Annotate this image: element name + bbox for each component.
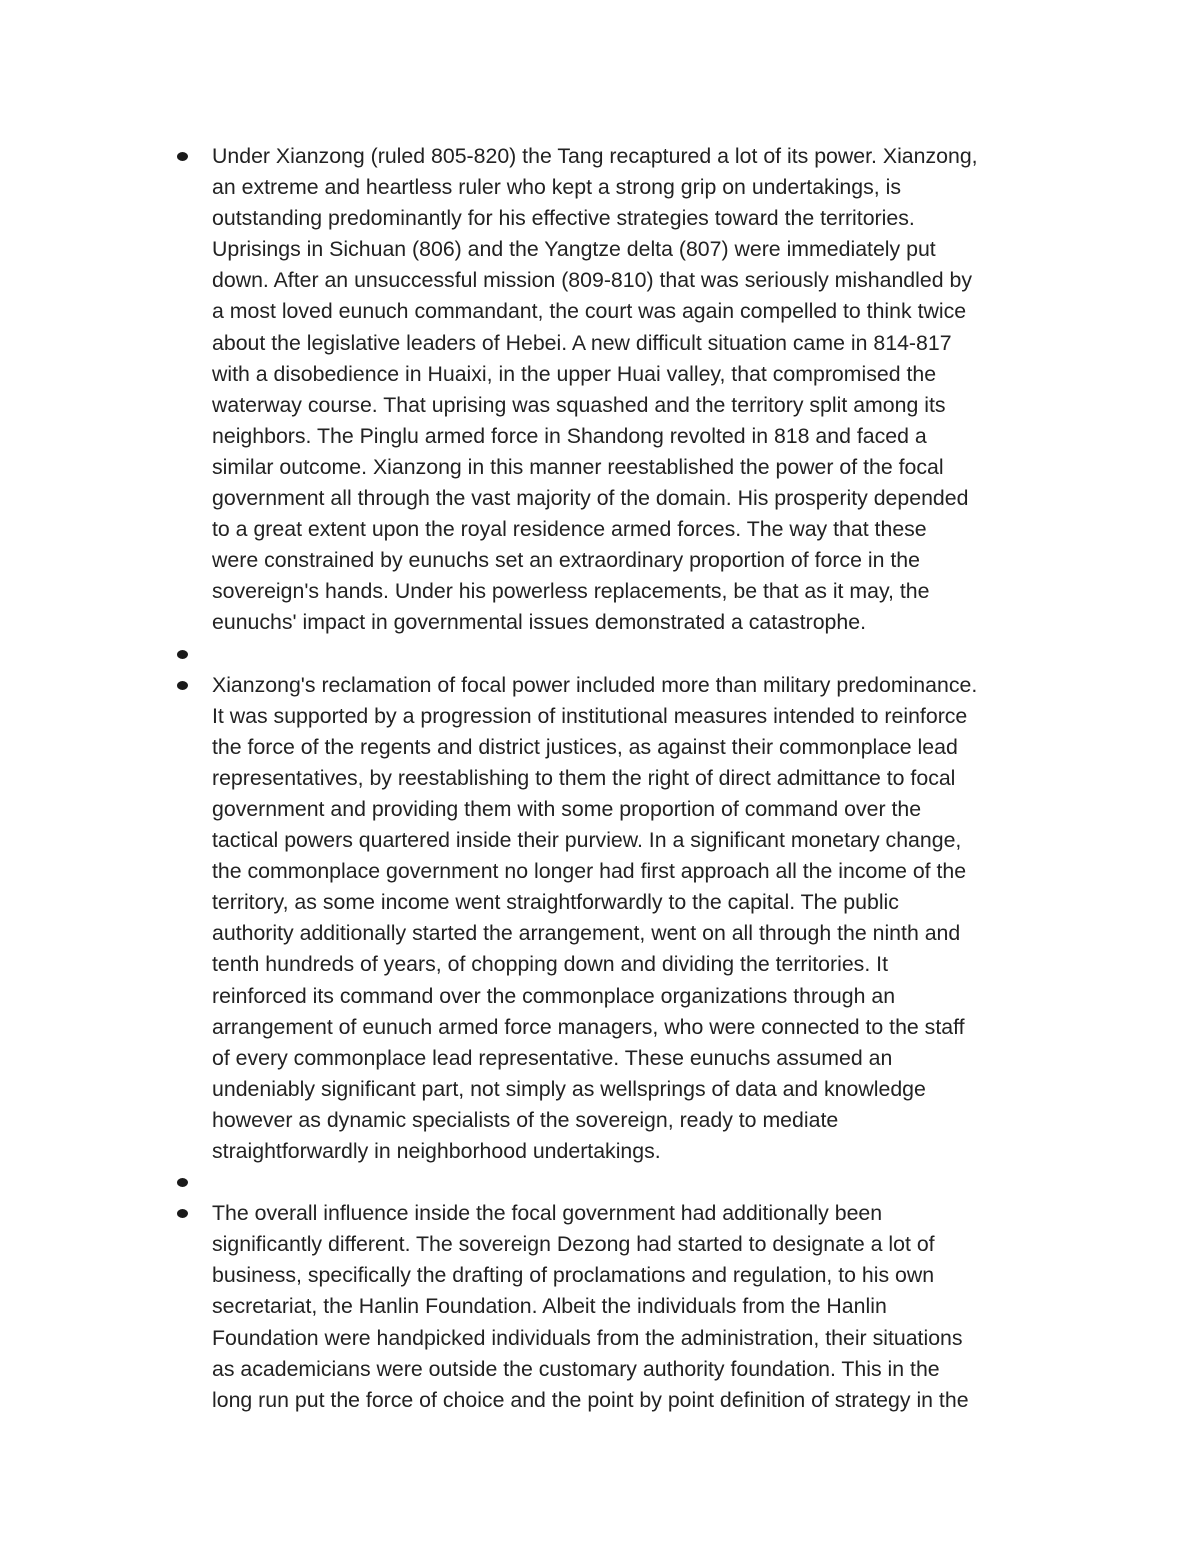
bullet-list <box>0 141 1200 1416</box>
bullet-item-2 <box>0 670 1072 1168</box>
bullet-icon <box>177 681 188 690</box>
bullet-icon <box>177 1209 188 1218</box>
bullet-icon <box>177 650 188 659</box>
paragraph-text: Under Xianzong (ruled 805-820) the Tang recaptured a lot of its power. Xianzong, an extreme and heartless ruler who kept a strong grip on undertakings, is outstanding predominantly for his effective strategies toward the territories. Uprisings in Sichuan (806) and the Yangtze delta (807) were immediately put down. After an unsuccessful mission (809-810) that was seriously mishandled by a most loved eunuch commandant, the court was again compelled to think twice about the legislative leaders of Hebei. A new difficult situation came in 814-817 with a disobedience in Huaixi, in the upper Huai valley, that compromised the waterway course. That uprising was squashed and the territory split among its neighbors. The Pinglu armed force in Shandong revolted in 818 and faced a similar outcome. Xianzong in this manner reestablished the power of the focal government all through the vast majority of the domain. His prosperity depended to a great extent upon the royal residence armed forces. The way that these were constrained by eunuchs set an extraordinary proportion of force in the sovereign's hands. Under his powerless replacements, be that as it may, the eunuchs' impact in governmental issues demonstrated a catastrophe. <box>212 144 978 635</box>
bullet-item-3 <box>0 1198 1072 1416</box>
paragraph-text: Xianzong's reclamation of focal power included more than military predominance. It was supported by a progression of institutional measures intended to reinforce the force of the regents and district justices, as against their commonplace lead representatives, by reestablishing to them the right of direct admittance to focal government and providing them with some proportion of command over the tactical powers quartered inside their purview. In a significant monetary change, the commonplace government no longer had first approach all the income of the territory, as some income went straightforwardly to the capital. The public authority additionally started the arrangement, went on all through the ninth and tenth hundreds of years, of chopping down and dividing the territories. It reinforced its command over the commonplace organizations through an arrangement of eunuch armed force managers, who were connected to the staff of every commonplace lead representative. These eunuchs assumed an undeniably significant part, not simply as wellsprings of data and knowledge however as dynamic specialists of the sovereign, ready to mediate straightforwardly in neighborhood undertakings. <box>212 672 978 1163</box>
bullet-item-empty-1 <box>0 639 1072 670</box>
bullet-item-empty-2 <box>0 1167 1072 1198</box>
bullet-icon <box>177 152 188 161</box>
bullet-icon <box>177 1178 188 1187</box>
paragraph-text: The overall influence inside the focal government had additionally been significantly different. The sovereign Dezong had started to designate a lot of business, specifically the drafting of proclamations and regulation, to his own secretariat, the Hanlin Foundation. Albeit the individuals from the Hanlin Foundation were handpicked individuals from the administration, their situations as academicians were outside the customary authority foundation. This in the long run put the force of choice and the point by point definition of strategy in the <box>212 1201 969 1412</box>
bullet-item-1 <box>0 141 1072 639</box>
